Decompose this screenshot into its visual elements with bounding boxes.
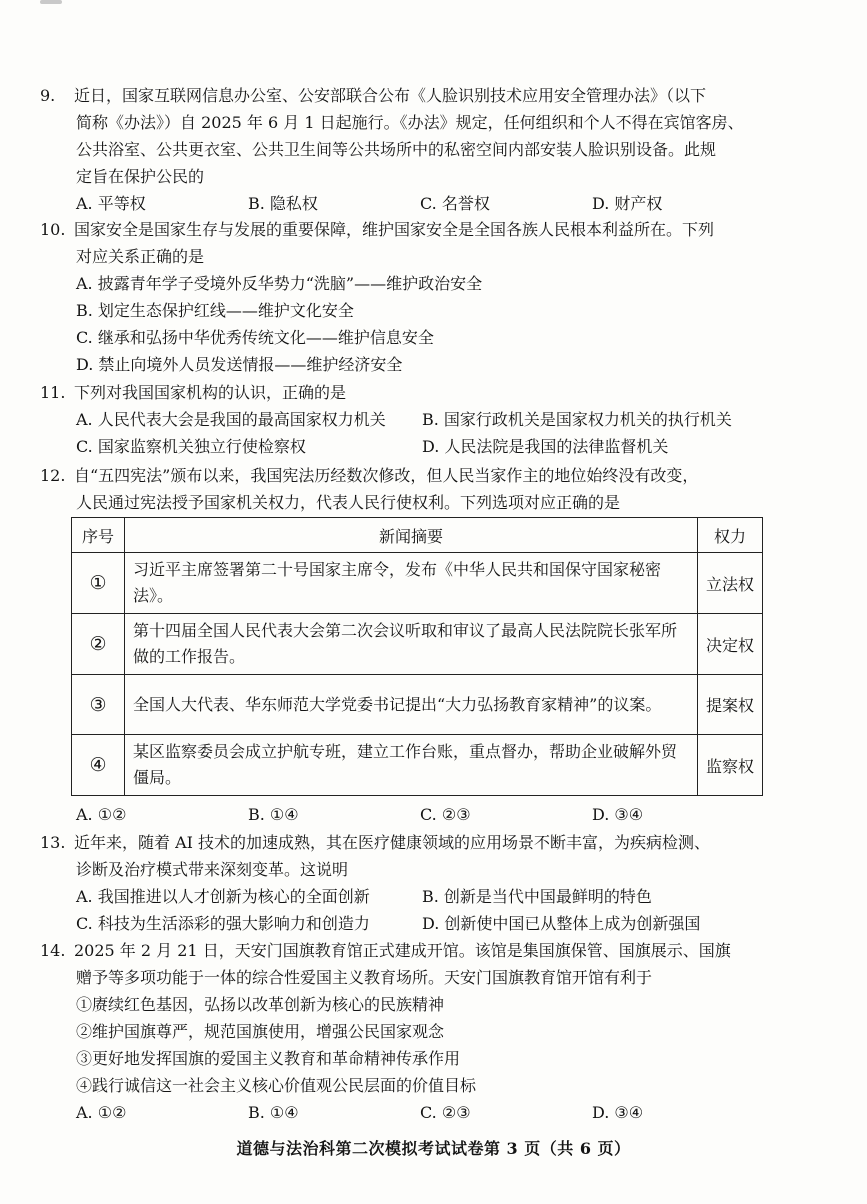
option-d: D. ③④ [592, 805, 644, 824]
options-row [40, 433, 830, 460]
power-cell: 监察权 [698, 735, 763, 796]
options-row [40, 190, 830, 217]
question-text: 诊断及治疗模式带来深刻变革。这说明 [76, 860, 349, 879]
option-a: A. 我国推进以人才创新为核心的全面创新 [76, 887, 370, 906]
question-12 [40, 462, 830, 516]
question-text: 赠予等多项功能于一体的综合性爱国主义教育场所。天安门国旗教育馆开馆有利于 [76, 968, 653, 987]
question-14 [40, 937, 830, 1126]
option-a: A. 人民代表大会是我国的最高国家权力机关 [76, 410, 386, 429]
news-summary: 某区监察委员会成立护航专班，建立工作台账，重点督办，帮助企业破解外贸僵局。 [125, 735, 698, 796]
statement-item: ①赓续红色基因，弘扬以改革创新为核心的民族精神 [76, 995, 445, 1014]
page-footer: 道德与法治科第二次模拟考试试卷第 3 页（共 6 页） [236, 1139, 631, 1158]
table-header-row [72, 518, 763, 553]
question-text: 2025 年 2 月 21 日，天安门国旗教育馆正式建成开馆。该馆是集国旗保管、国旗展示、国旗 [74, 941, 731, 960]
question-10 [40, 216, 830, 378]
option-d: D. 人民法院是我国的法律监督机关 [422, 437, 669, 456]
option-c: C. 名誉权 [420, 194, 490, 213]
question-text: 简称《办法》）自 2025 年 6 月 1 日起施行。《办法》规定，任何组织和个人不得在宾馆客房、 [76, 113, 744, 132]
question-number: 12. [40, 466, 66, 485]
statement-item: ②维护国旗尊严，规范国旗使用，增强公民国家观念 [76, 1022, 445, 1041]
table-row [72, 553, 763, 614]
option-b: B. ①④ [248, 805, 299, 824]
question-text: 自“五四宪法”颁布以来，我国宪法历经数次修改，但人民当家作主的地位始终没有改变， [74, 466, 699, 485]
options-row [40, 883, 830, 910]
option-c: C. 科技为生活添彩的强大影响力和创造力 [76, 914, 370, 933]
option-d: D. ③④ [592, 1103, 644, 1122]
row-number: ③ [72, 675, 125, 735]
option-a: A. 平等权 [76, 194, 146, 213]
option-c: C. ②③ [420, 805, 471, 824]
power-cell: 提案权 [698, 675, 763, 735]
option-d: D. 禁止向境外人员发送情报——维护经济安全 [76, 355, 403, 374]
option-b: B. 划定生态保护红线——维护文化安全 [76, 301, 354, 320]
question-text: 对应关系正确的是 [76, 247, 205, 266]
statement-item: ③更好地发挥国旗的爱国主义教育和革命精神传承作用 [76, 1049, 461, 1068]
news-summary: 全国人大代表、华东师范大学党委书记提出“大力弘扬教育家精神”的议案。 [125, 675, 698, 735]
statement-item: ④践行诚信这一社会主义核心价值观公民层面的价值目标 [76, 1076, 477, 1095]
option-a: A. ①② [76, 805, 127, 824]
column-header-power: 权力 [698, 518, 763, 553]
options-row [40, 801, 830, 828]
column-header-news: 新闻摘要 [125, 518, 698, 553]
news-summary: 第十四届全国人民代表大会第二次会议听取和审议了最高人民法院院长张军所做的工作报告。 [125, 614, 698, 675]
option-c: C. ②③ [420, 1103, 471, 1122]
row-number: ① [72, 553, 125, 614]
row-number: ② [72, 614, 125, 675]
question-number: 14. [40, 941, 66, 960]
question-number: 11. [40, 383, 66, 402]
question-13 [40, 829, 830, 937]
question-9 [40, 82, 830, 217]
option-b: B. ①④ [248, 1103, 299, 1122]
option-b: B. 创新是当代中国最鲜明的特色 [422, 887, 652, 906]
question-12-options [40, 801, 830, 828]
question-number: 9. [40, 86, 56, 105]
option-d: D. 财产权 [592, 194, 663, 213]
option-c: C. 继承和弘扬中华优秀传统文化——维护信息安全 [76, 328, 434, 347]
option-c: C. 国家监察机关独立行使检察权 [76, 437, 306, 456]
question-text: 近年来，随着 AI 技术的加速成熟，其在医疗健康领域的应用场景不断丰富，为疾病检测、 [74, 833, 711, 852]
news-table [71, 517, 763, 796]
question-text: 国家安全是国家生存与发展的重要保障，维护国家安全是全国各族人民根本利益所在。下列 [74, 220, 715, 239]
option-a: A. 披露青年学子受境外反华势力“洗脑”——维护政治安全 [76, 274, 483, 293]
options-row [40, 406, 830, 433]
options-row [40, 1099, 830, 1126]
question-text: 人民通过宪法授予国家机关权力，代表人民行使权利。下列选项对应正确的是 [76, 493, 621, 512]
option-b: B. 国家行政机关是国家权力机关的执行机关 [422, 410, 732, 429]
question-text: 下列对我国国家机构的认识，正确的是 [74, 383, 347, 402]
question-11 [40, 379, 830, 460]
question-number: 10. [40, 220, 66, 239]
column-header-no: 序号 [72, 518, 125, 553]
power-cell: 立法权 [698, 553, 763, 614]
question-text: 定旨在保护公民的 [76, 167, 205, 186]
table-row [72, 675, 763, 735]
table-row [72, 614, 763, 675]
row-number: ④ [72, 735, 125, 796]
table-row [72, 735, 763, 796]
scan-mark [40, 0, 62, 4]
option-a: A. ①② [76, 1103, 127, 1122]
question-number: 13. [40, 833, 66, 852]
question-text: 近日，国家互联网信息办公室、公安部联合公布《人脸识别技术应用安全管理办法》（以下 [74, 86, 707, 105]
news-summary: 习近平主席签署第二十号国家主席令，发布《中华人民共和国保守国家秘密法》。 [125, 553, 698, 614]
power-cell: 决定权 [698, 614, 763, 675]
option-d: D. 创新使中国已从整体上成为创新强国 [422, 914, 701, 933]
options-row [40, 910, 830, 937]
question-text: 公共浴室、公共更衣室、公共卫生间等公共场所中的私密空间内部安装人脸识别设备。此规 [76, 140, 717, 159]
option-b: B. 隐私权 [248, 194, 318, 213]
